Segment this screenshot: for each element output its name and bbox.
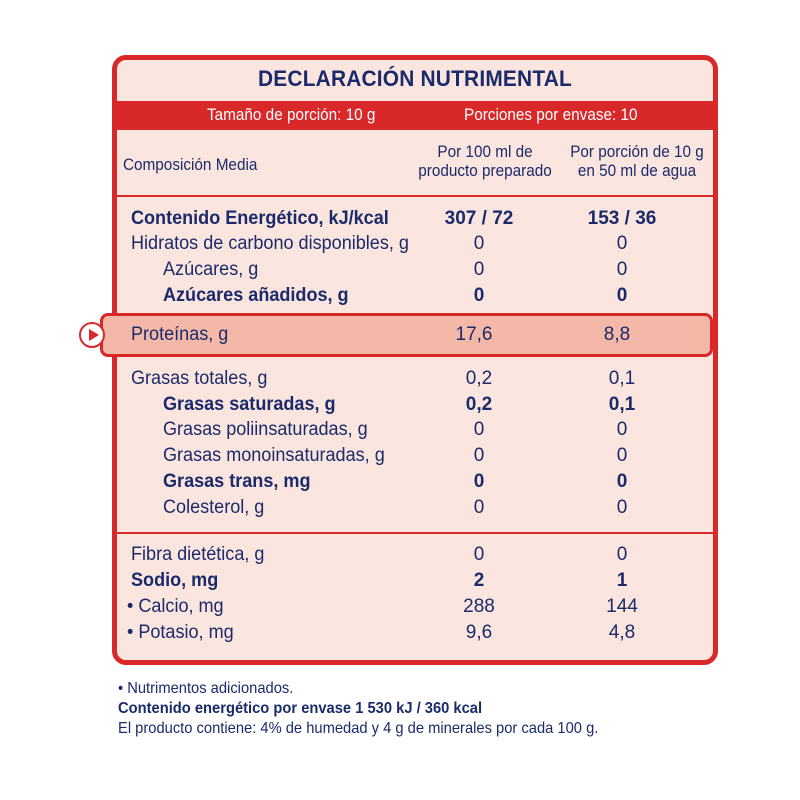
section-separator	[112, 532, 718, 534]
table-row	[117, 233, 713, 258]
highlighted-row-value-per-100ml: 17,6	[455, 324, 493, 345]
row-value-per-100ml: 0	[473, 445, 485, 466]
row-label: Colesterol, g	[163, 497, 265, 518]
row-value-per-100ml: 0	[473, 259, 485, 280]
column-header-per-100ml	[404, 142, 566, 180]
row-label: Grasas monoinsaturadas, g	[163, 445, 385, 466]
row-value-per-100ml: 0	[473, 419, 485, 440]
row-value-per-100ml: 2	[473, 570, 485, 591]
table-row	[117, 570, 713, 595]
table-row	[117, 544, 713, 569]
column-header-composition: Composición Media	[123, 155, 258, 174]
row-label: Grasas totales, g	[131, 368, 268, 389]
serving-bar	[112, 101, 718, 130]
table-row	[117, 596, 713, 621]
header-separator	[112, 195, 718, 197]
row-label: Hidratos de carbono disponibles, g	[131, 233, 409, 254]
row-value-per-100ml: 0	[473, 497, 485, 518]
row-value-per-serving: 0	[616, 497, 628, 518]
row-label: Grasas saturadas, g	[163, 394, 336, 415]
footnote-composition: El producto contiene: 4% de humedad y 4 g de minerales por cada 100 g.	[118, 720, 599, 737]
column-header-per-serving-line1: Por porción de 10 g	[570, 142, 704, 161]
column-header-per-serving	[556, 142, 718, 180]
highlighted-row-label: Proteínas, g	[131, 324, 229, 345]
servings-per-package: Porciones por envase: 10	[464, 105, 638, 124]
table-row	[117, 622, 713, 647]
row-value-per-100ml: 9,6	[465, 622, 493, 643]
table-row	[117, 497, 713, 522]
row-value-per-100ml: 0	[473, 285, 485, 306]
table-row	[117, 394, 713, 419]
row-value-per-serving: 4,8	[608, 622, 636, 643]
row-value-per-serving: 0	[616, 471, 628, 492]
row-label: Contenido Energético, kJ/kcal	[131, 208, 389, 229]
row-value-per-serving: 0	[616, 419, 628, 440]
row-label: Azúcares añadidos, g	[163, 285, 349, 306]
row-value-per-100ml: 0,2	[465, 368, 493, 389]
column-header-per-100ml-line2: producto preparado	[418, 161, 552, 180]
row-value-per-serving: 1	[616, 570, 628, 591]
row-label: • Potasio, mg	[127, 622, 234, 643]
serving-size: Tamaño de porción: 10 g	[207, 105, 376, 124]
play-circle-icon	[79, 322, 105, 348]
column-header-per-100ml-line1: Por 100 ml de	[437, 142, 533, 161]
row-value-per-serving: 0,1	[608, 394, 636, 415]
footnote-added-nutrients: • Nutrimentos adicionados.	[118, 680, 294, 697]
table-row	[117, 259, 713, 284]
row-label: Fibra dietética, g	[131, 544, 265, 565]
row-value-per-serving: 0,1	[608, 368, 636, 389]
row-value-per-100ml: 0,2	[465, 394, 493, 415]
footnote-energy-per-package: Contenido energético por envase 1 530 kJ / 360 kcal	[118, 700, 483, 717]
table-row	[117, 471, 713, 496]
row-value-per-serving: 0	[616, 259, 628, 280]
row-label: Grasas trans, mg	[163, 471, 311, 492]
row-value-per-100ml: 288	[463, 596, 495, 617]
table-row	[117, 368, 713, 393]
row-value-per-serving: 153 / 36	[587, 208, 657, 229]
row-value-per-100ml: 307 / 72	[444, 208, 514, 229]
row-value-per-serving: 0	[616, 233, 628, 254]
row-value-per-100ml: 0	[473, 544, 485, 565]
row-value-per-serving: 144	[606, 596, 638, 617]
row-value-per-serving: 0	[616, 285, 628, 306]
panel-title: DECLARACIÓN NUTRIMENTAL	[258, 66, 572, 91]
row-value-per-100ml: 0	[473, 233, 485, 254]
table-row	[117, 208, 713, 233]
table-row	[117, 419, 713, 444]
row-label: Sodio, mg	[131, 570, 219, 591]
row-value-per-serving: 0	[616, 445, 628, 466]
highlighted-row-value-per-serving: 8,8	[603, 324, 631, 345]
row-label: Grasas poliinsaturadas, g	[163, 419, 368, 440]
table-row	[117, 285, 713, 310]
row-value-per-100ml: 0	[473, 471, 485, 492]
table-row	[117, 445, 713, 470]
row-value-per-serving: 0	[616, 544, 628, 565]
row-label: Azúcares, g	[163, 259, 259, 280]
nutrition-panel	[112, 55, 718, 665]
column-header-per-serving-line2: en 50 ml de agua	[577, 161, 697, 180]
row-label: • Calcio, mg	[127, 596, 224, 617]
